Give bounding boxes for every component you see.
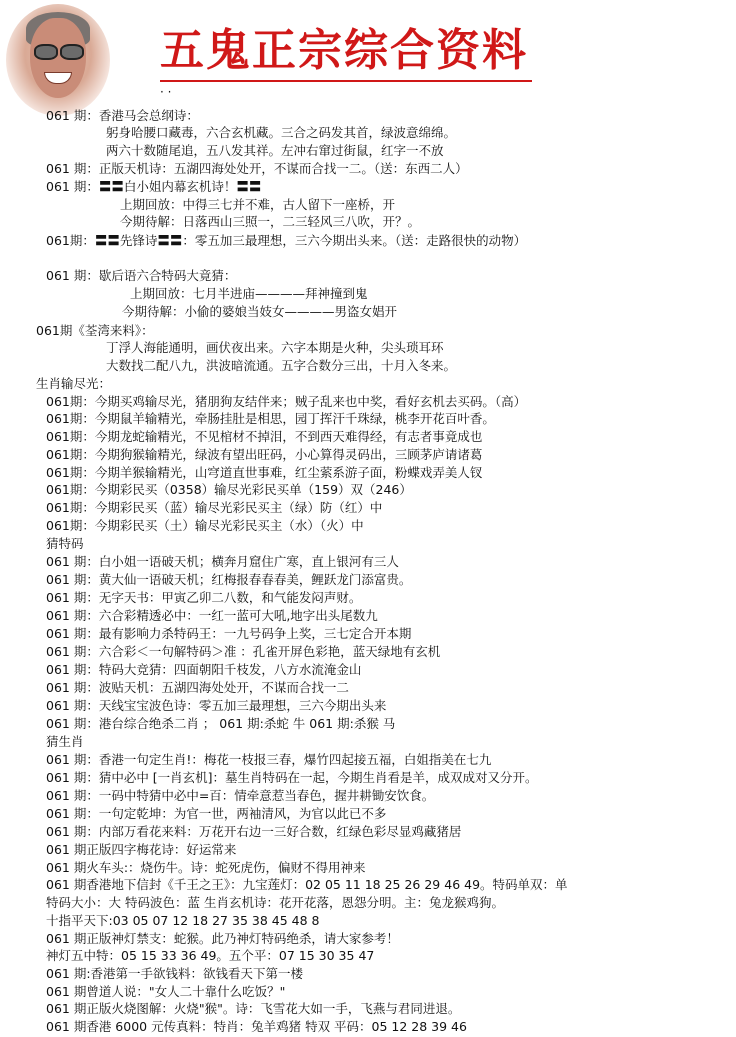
text-line: 061 期：香港一句定生肖!：梅花一枝报三春，爆竹四起接五福，白姐指美在七九 <box>46 752 492 767</box>
text-line: 061 期：一码中特猜中必中=百：情牵意惹当春色，握井耕锄安饮食。 <box>46 788 435 803</box>
text-line: 061期：今期羊猴输精光，山穹道直世事难，红尘萦系游子面，粉蝶戏弄美人钗 <box>46 465 483 480</box>
text-line: 061期：今期鼠羊输精光，牵肠挂肚是相思，园丁挥汗千珠绿，桃李开花百叶香。 <box>46 411 495 426</box>
text-line: 大数找二配八九，洪波暗流通。五字合数分三出，十月入冬来。 <box>106 358 457 373</box>
title-underline <box>160 80 532 82</box>
text-line: 丁浮人海能通明，画伏夜出来。六字本期是火种，尖头琐耳环 <box>106 340 444 355</box>
text-line: 061 期：正版天机诗：五湖四海处处开，不谋而合找一二。（送：东西二人） <box>46 161 468 176</box>
text-line: 061 期：黄大仙一语破天机；红梅报春春春美，鲤跃龙门添富贵。 <box>46 572 412 587</box>
text-line: 061期：今期彩民买（土）输尽光彩民买主（水）（火）中 <box>46 518 364 533</box>
text-line: 上期回放：七月半进庙————拜神撞到鬼 <box>130 286 368 301</box>
section-heading: 生肖输尽光： <box>36 376 112 391</box>
text-line: 061 期：六合彩＜一句解特码＞准 ：孔雀开屏色彩艳，蓝天绿地有玄机 <box>46 644 441 659</box>
section-heading: 猜特码 <box>46 536 84 551</box>
avatar-photo <box>6 4 110 116</box>
text-line: 特码大小：大 特码波色：蓝 生肖玄机诗：花开花落，恩怨分明。主：兔龙猴鸡狗。 <box>46 895 504 910</box>
page-title: 五鬼正宗综合资料 <box>160 25 528 76</box>
text-line: 061 期火车头:：烧伤牛。诗：蛇死虎伤，偏财不得用神来 <box>46 860 366 875</box>
text-line: 今期待解：日落西山三照一，二三轻风三八吹，开？。 <box>120 214 421 229</box>
text-line: 061 期：〓〓白小姐内幕玄机诗！〓〓 <box>46 179 262 194</box>
text-line: 061期：今期彩民买（0358）输尽光彩民买单（159）双（246） <box>46 482 412 497</box>
text-line: 061 期正版神灯禁支：蛇猴。此乃神灯特码绝杀，请大家参考！ <box>46 931 399 946</box>
text-line: 061期：今期彩民买（蓝）输尽光彩民买主（绿）防（红）中 <box>46 500 383 515</box>
text-line: 061 期：六合彩精透必中：一红一蓝可大吼,地字出头尾数九 <box>46 608 378 623</box>
title-dots: · · <box>160 85 172 99</box>
text-line: 061 期:香港第一手欲钱料：欲钱看天下第一楼 <box>46 966 304 981</box>
text-line: 061 期正版火烧图解：火烧"猴"。诗：飞雪花大如一手，飞燕与君同进退。 <box>46 1001 461 1016</box>
text-line: 061 期：最有影响力杀特码王：一九号码争上奖，三七定合开本期 <box>46 626 412 641</box>
text-line: 061 期：内部万看花来料：万花开右边一三好合数，红绿色彩尽显鸡藏猪居 <box>46 824 462 839</box>
text-line: 神灯五中特：05 15 33 36 49。五个平：07 15 30 35 47 <box>46 948 375 963</box>
text-line: 躬身哈腰口藏毒，六合玄机藏。三合之码发其首，绿波意绵绵。 <box>106 125 457 140</box>
text-line: 061期：〓〓先锋诗〓〓：零五加三最理想，三六今期出头来。（送：走路很快的动物） <box>46 233 527 248</box>
text-line: 061 期：一句定乾坤：为官一世，两袖清风，为官以此已不多 <box>46 806 387 821</box>
text-line: 今期待解：小偷的婆娘当妓女————男盗女娼开 <box>122 304 398 319</box>
text-line: 061 期：港台综合绝杀二肖 ； 061 期:杀蛇 牛 061 期:杀猴 马 <box>46 716 396 731</box>
text-line: 061 期：天线宝宝波色诗：零五加三最理想，三六今期出头来 <box>46 698 387 713</box>
text-line: 061 期香港地下信封《千王之王》：九宝莲灯：02 05 11 18 25 26 29 46 49。特码单双：单 <box>46 877 568 892</box>
text-line: 061期《荃湾来料》： <box>36 323 154 338</box>
text-line: 061 期曾道人说："女人二十靠什么吃饭？" <box>46 984 286 999</box>
text-line: 061 期：香港马会总纲诗： <box>46 108 199 123</box>
text-line: 061 期：特码大竞猜：四面朝阳千枝发，八方水流淹金山 <box>46 662 362 677</box>
text-line: 061期：今期买鸡输尽光，猪朋狗友结伴来；贼子乱来也中奖，看好玄机去买码。（高） <box>46 394 527 409</box>
text-line: 十指平天下:03 05 07 12 18 27 35 38 45 48 8 <box>46 913 320 928</box>
text-line: 上期回放：中得三七并不难，古人留下一座桥，开 <box>120 197 396 212</box>
text-line: 061 期：猜中必中 [一肖玄机]：墓生肖特码在一起，今期生肖看是羊，成双成对又分开。 <box>46 770 538 785</box>
text-line: 061 期：歇后语六合特码大竟猜： <box>46 268 237 283</box>
text-line: 061 期：白小姐一语破天机；横奔月窟住广寒，直上银河有三人 <box>46 554 399 569</box>
section-heading: 猜生肖 <box>46 734 84 749</box>
text-line: 061 期：波贴天机：五湖四海处处开，不谋而合找一二 <box>46 680 349 695</box>
text-line: 061 期正版四字梅花诗：好运常来 <box>46 842 237 857</box>
text-line: 两六十数随尾追，五八发其祥。左冲右窜过街鼠，红字一不放 <box>106 143 444 158</box>
text-line: 061期：今期龙蛇输精光，不见棺材不掉泪，不到西天难得经，有志者事竟成也 <box>46 429 483 444</box>
text-line: 061 期香港 6000 元传真料：特肖：兔羊鸡猪 特双 平码：05 12 28 39 46 <box>46 1019 467 1034</box>
text-line: 061 期：无字天书：甲寅乙卯二八数，和气能发闷声财。 <box>46 590 362 605</box>
avatar-glasses <box>32 44 84 58</box>
text-line: 061期：今期狗猴输精光，绿波有望出旺码，小心算得灵码出，三顾茅庐请诸葛 <box>46 447 483 462</box>
